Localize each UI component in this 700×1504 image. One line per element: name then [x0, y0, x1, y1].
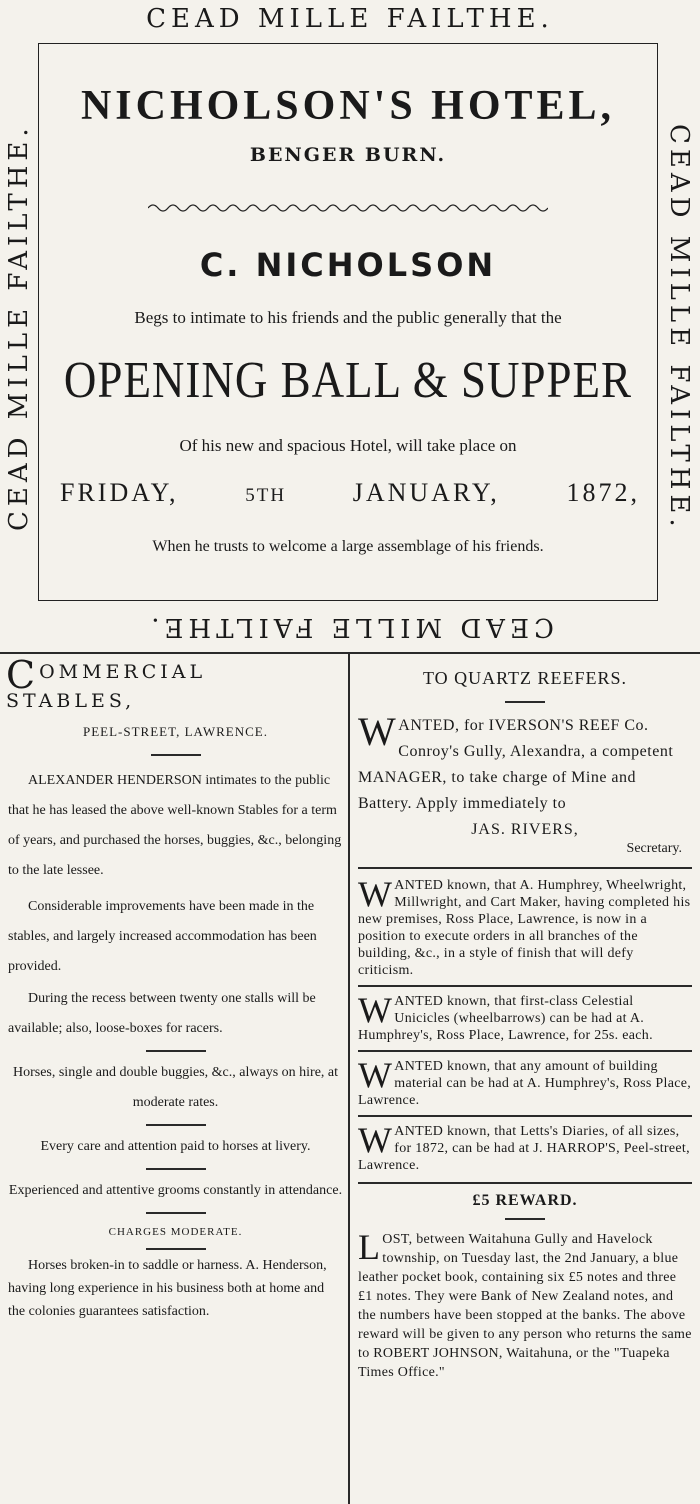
dropcap: W: [358, 874, 393, 914]
date-month: JANUARY,: [352, 478, 500, 507]
rule: [146, 1050, 206, 1052]
stables-paragraph: Experienced and attentive grooms constantly in attendance.: [8, 1183, 343, 1199]
right-column: [358, 660, 692, 1382]
hotel-location: BENGER BURN.: [249, 144, 447, 166]
rule: [146, 1248, 206, 1250]
right-side-banner: CEAD MILLE FAILTHE.: [664, 123, 694, 532]
dropcap: W: [358, 990, 393, 1030]
dropcap: L: [358, 1227, 381, 1267]
humphrey-ad-text: ANTED known, that A. Humphrey, Wheelwright, Millwright, and Cart Maker, having completed his new premises, Ross Place, Lawrence, is now in a position to execute orders in all branches of the building, &c., in a style of finish that will defy criticism.: [358, 878, 691, 978]
rule: [146, 1124, 206, 1126]
rule: [505, 701, 545, 703]
event-title: OPENING BALL & SUPPER: [63, 351, 633, 409]
hotel-intro: Begs to intimate to his friends and the public generally that the: [134, 308, 562, 327]
stables-heading-initial: C: [6, 653, 40, 697]
rule: [146, 1212, 206, 1214]
stables-paragraph: ALEXANDER HENDERSON intimates to the public that he has leased the above well-known Stables for a term of years, and purchased the horses, buggies, &c., belonging to the late lessee.: [8, 773, 342, 879]
date-day: FRIDAY,: [60, 478, 179, 507]
stables-address: PEEL-STREET, LAWRENCE.: [82, 724, 268, 740]
stables-paragraph: Horses broken-in to saddle or harness. A. Henderson, having long experience in his business both at home and the colonies guarantees satisfaction.: [8, 1258, 327, 1320]
building-material-ad: [358, 1055, 692, 1109]
stables-paragraph: During the recess between twenty one stalls will be available; also, loose-boxes for racers.: [8, 991, 316, 1037]
reward-ad-text: OST, between Waitahuna Gully and Havelock township, on Tuesday last, the 2nd January, a blue leather pocket book, containing six £5 notes and three £1 notes. They were Bank of New Zealand notes, and the numbers have been stopped at the banks. The above reward will be given to any person who returns the same to ROBERT JOHNSON, Waitahuna, or the "Tuapeka Times Office.": [358, 1232, 692, 1380]
dropcap: W: [358, 1120, 393, 1160]
top-banner: CEAD MILLE FAILTHE.: [146, 4, 554, 34]
hotel-closing: When he trusts to welcome a large assemblage of his friends.: [152, 538, 544, 555]
reward-title: £5 REWARD.: [472, 1192, 578, 1209]
reward-ad-body: [358, 1227, 692, 1382]
dropcap: W: [358, 1055, 393, 1095]
rule: [358, 867, 692, 869]
proprietor-name: C. NICHOLSON: [199, 246, 497, 284]
quartz-ad-signer-title: Secretary.: [626, 841, 682, 856]
diaries-ad-text: ANTED known, that Letts's Diaries, of all sizes, for 1872, can be had at J. HARROP'S, Peel-street, Lawrence.: [358, 1124, 690, 1173]
quartz-ad-title: TO QUARTZ REEFERS.: [422, 668, 628, 688]
section-divider: [0, 652, 700, 654]
building-material-ad-text: ANTED known, that any amount of building material can be had at A. Humphrey's, Ross Place, Lawrence.: [358, 1059, 692, 1108]
unicicles-ad-text: ANTED known, that first-class Celestial Unicicles (wheelbarrows) can be had at A. Humphrey's, Ross Place, Lawrence, for 25s. each.: [358, 994, 653, 1043]
left-side-banner: CEAD MILLE FAILTHE.: [4, 123, 34, 532]
event-detail: Of his new and spacious Hotel, will take place on: [179, 436, 517, 455]
diaries-ad: [358, 1120, 692, 1174]
quartz-ad-signer: JAS. RIVERS,: [471, 821, 579, 838]
stables-paragraph: Horses, single and double buggies, &c., always on hire, at moderate rates.: [12, 1065, 339, 1111]
inverted-banner: CEAD MILLE FAILTHE.: [146, 612, 554, 642]
rule: [358, 1050, 692, 1052]
stables-ad: [6, 653, 343, 1323]
humphrey-ad: [358, 874, 692, 979]
rule: [146, 1168, 206, 1170]
rule: [358, 985, 692, 987]
stables-paragraph: Considerable improvements have been made in the stables, and largely increased accommodation has been provided.: [8, 899, 317, 975]
date-number: 5TH: [245, 485, 287, 506]
dropcap: W: [358, 709, 397, 754]
hotel-title: NICHOLSON'S HOTEL,: [80, 83, 616, 129]
rule: [151, 754, 201, 756]
quartz-ad-body: [358, 709, 692, 817]
wavy-divider: [148, 200, 548, 216]
stables-heading: [6, 653, 343, 713]
unicicles-ad: [358, 990, 692, 1044]
stables-paragraph: Every care and attention paid to horses at livery.: [40, 1139, 311, 1155]
event-date: [60, 478, 640, 508]
charges-line: CHARGES MODERATE.: [108, 1226, 243, 1239]
rule: [358, 1115, 692, 1117]
rule: [358, 1182, 692, 1184]
column-divider: [348, 654, 350, 1504]
quartz-ad-text: ANTED, for IVERSON'S REEF Co. Conroy's Gully, Alexandra, a competent MANAGER, to take charge of Mine and Battery. Apply immediately to: [358, 717, 674, 812]
date-year: 1872,: [566, 478, 640, 507]
stables-heading-text: OMMERCIAL STABLES,: [6, 661, 207, 713]
rule: [505, 1218, 545, 1220]
